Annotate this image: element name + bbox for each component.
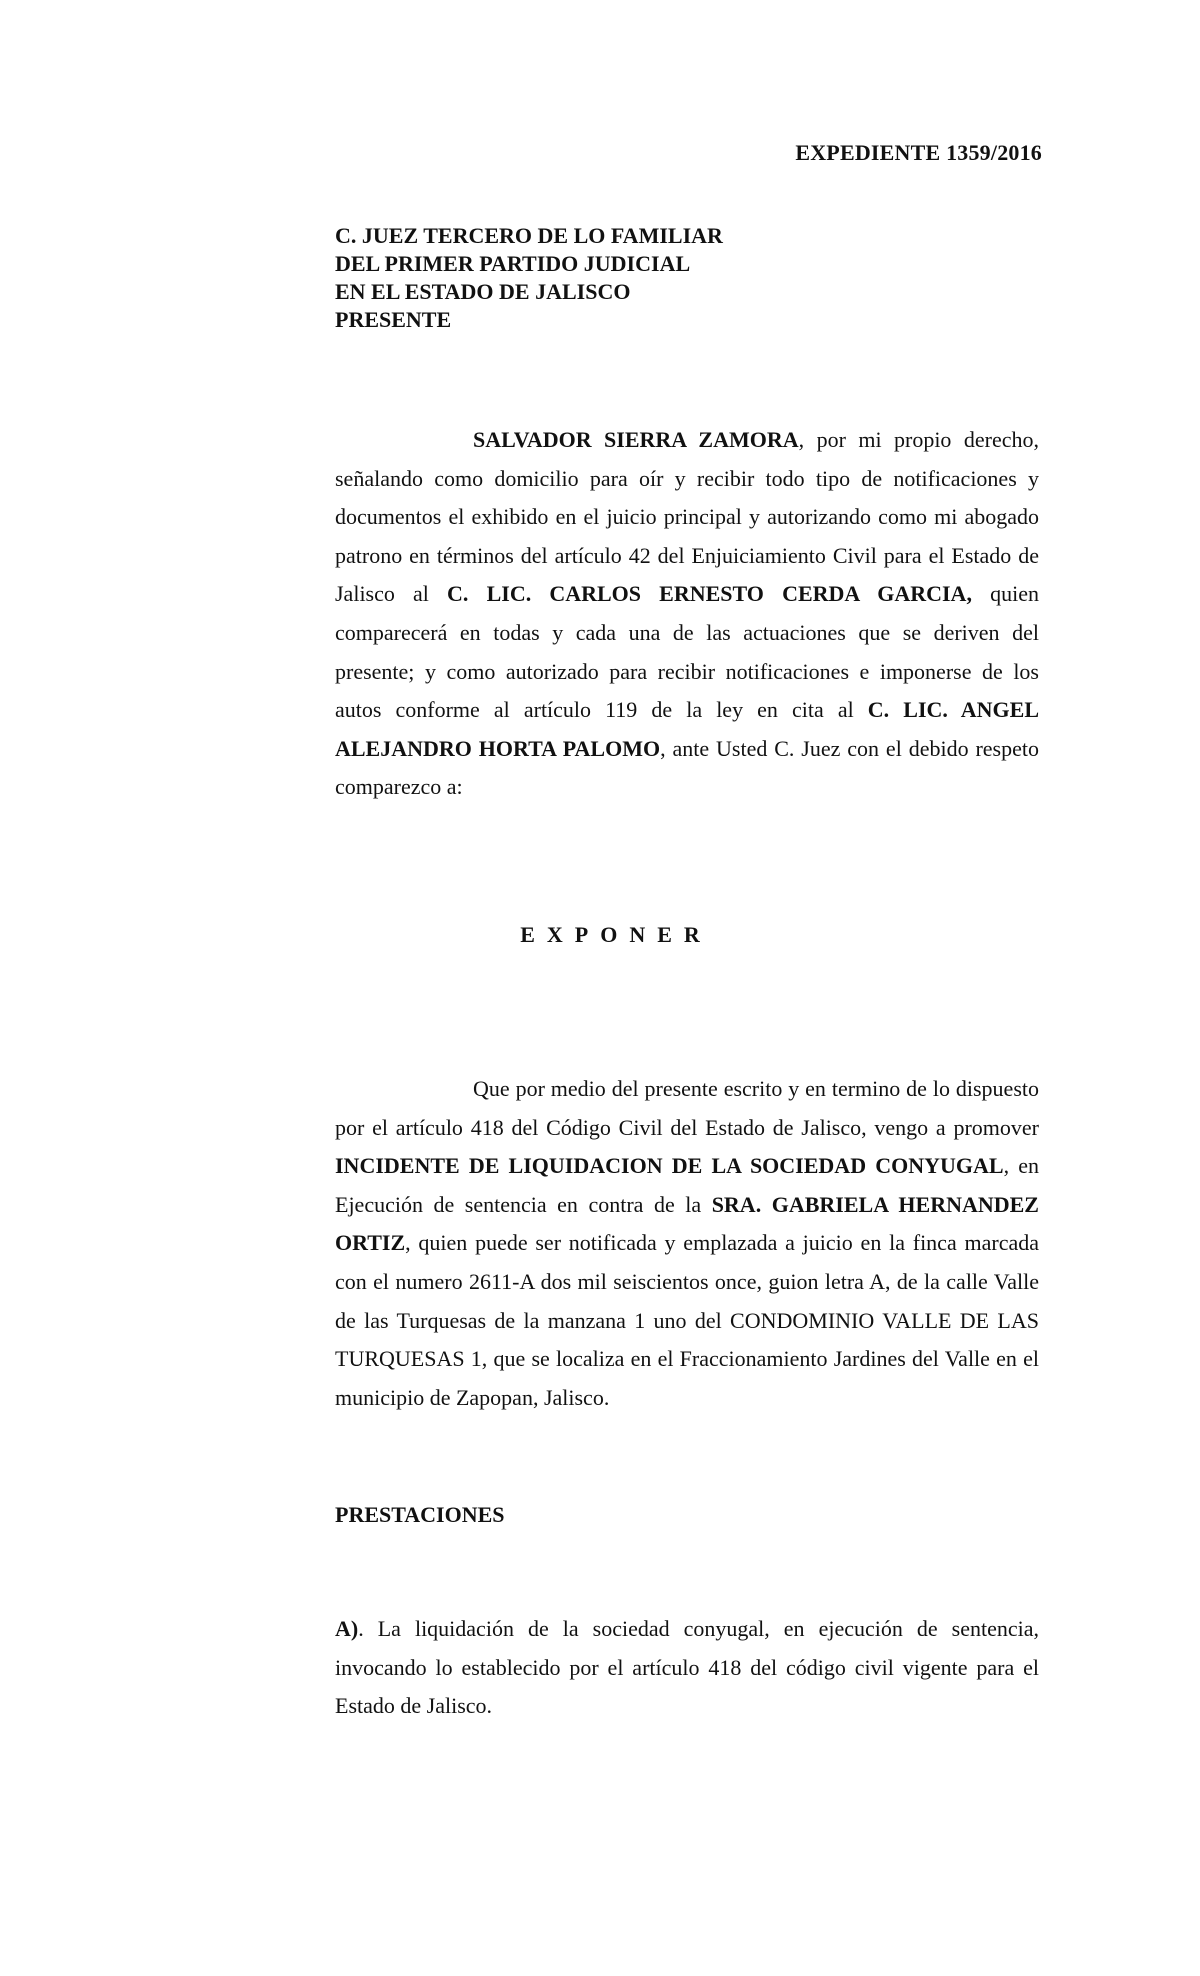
- statement-text-3: , quien puede ser notificada y emplazada a juicio en la finca marcada con el numero 2611-A dos mil seiscientos once, guion letra A, de la calle Valle de las Turquesas de la manzana 1 uno del CONDOMINIO VALLE DE LAS TURQUESAS 1, que se localiza en el Fraccionamiento Jardines del Valle en el municipio de Zapopan, Jalisco.: [335, 1230, 1039, 1410]
- case-number: EXPEDIENTE 1359/2016: [795, 140, 1042, 165]
- exponer-heading: EXPONER: [520, 922, 712, 947]
- incidente-title: INCIDENTE DE LIQUIDACION DE LA SOCIEDAD CONYUGAL: [335, 1153, 1004, 1179]
- addressee-line: DEL PRIMER PARTIDO JUDICIAL: [335, 251, 691, 276]
- intro-text-3: , ante Usted C. Juez con el debido respeto comparezco a:: [335, 735, 1039, 800]
- respondent-name: SRA. GABRIELA HERNANDEZ ORTIZ: [335, 1191, 1039, 1256]
- addressee-line: EN EL ESTADO DE JALISCO: [335, 279, 631, 304]
- prestaciones-heading: PRESTACIONES: [335, 1502, 505, 1527]
- addressee-line: C. JUEZ TERCERO DE LO FAMILIAR: [335, 223, 723, 248]
- prestacion-item: [335, 1610, 1039, 1726]
- petitioner-name: SALVADOR SIERRA ZAMORA: [473, 427, 799, 452]
- statement-paragraph: [335, 1070, 1039, 1417]
- intro-text-2: quien comparecerá en todas y cada una de las actuaciones que se deriven del presente; y como autorizado para recibir notificaciones e imponerse de los autos conforme al artículo 119 de la ley en cita al: [335, 581, 1039, 723]
- authorized-name: C. LIC. ANGEL ALEJANDRO HORTA PALOMO: [335, 697, 1039, 761]
- addressee-block: [335, 222, 723, 334]
- prestacion-text: . La liquidación de la sociedad conyugal, en ejecución de sentencia, invocando lo establecido por el artículo 418 del código civil vigente para el Estado de Jalisco.: [335, 1616, 1039, 1719]
- lawyer-name: C. LIC. CARLOS ERNESTO CERDA GARCIA,: [447, 581, 972, 607]
- statement-text-2: , en Ejecución de sentencia en contra de la: [335, 1153, 1039, 1217]
- intro-text-1: , por mi propio derecho, señalando como domicilio para oír y recibir todo tipo de notificaciones y documentos el exhibido en el juicio principal y autorizando como mi abogado patrono en términos del artículo 42 del Enjuiciamiento Civil para el Estado de Jalisco al: [335, 427, 1039, 607]
- prestacion-marker: A): [335, 1616, 359, 1641]
- addressee-line: PRESENTE: [335, 307, 452, 332]
- intro-paragraph: [335, 421, 1039, 807]
- statement-text-1: Que por medio del presente escrito y en termino de lo dispuesto por el artículo 418 del Código Civil del Estado de Jalisco, vengo a promover: [335, 1076, 1039, 1140]
